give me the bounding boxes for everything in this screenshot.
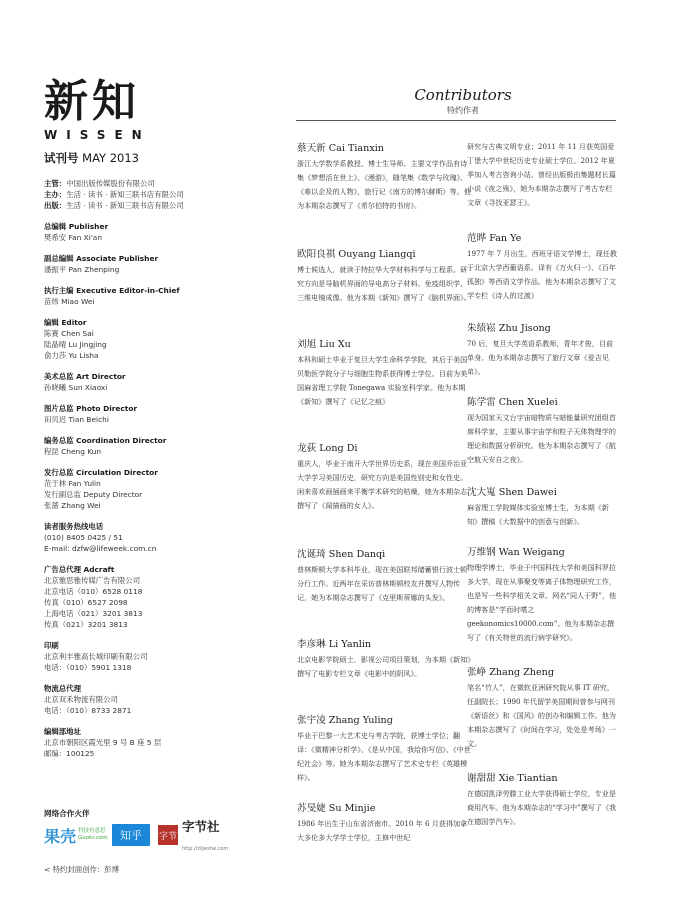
contributor-bio: 现为国家天文台宇宙暗物质与暗能量研究团组首席科学家，主要从事宇宙学和粒子天体物理学的理论和数据分析研究。他为本期杂志撰写了《航空航天安自之夜》。 <box>467 413 616 464</box>
contributor-entry <box>297 548 473 605</box>
info-group-line: 张蔷 Zhang Wei <box>44 501 101 510</box>
logo-chinese: 新知 <box>44 76 140 127</box>
info-group-line: 传真（010）6527 2098 <box>44 598 128 607</box>
contributors-subtitle: 特约作者 <box>447 106 479 115</box>
zijieshe-mark-icon: 字节 <box>158 825 178 845</box>
contributor-name-pinyin: Long Di <box>319 443 358 454</box>
contributor-name <box>297 714 473 727</box>
guokr-url: Guokr.com <box>78 835 108 841</box>
zhihu-logo[interactable]: 知乎 <box>112 824 150 846</box>
info-group-title: 总编辑 Publisher <box>44 222 109 231</box>
contributor-name <box>467 546 617 559</box>
contributor-name-cn: 朱绩崧 <box>467 323 496 334</box>
contributor-name-cn: 沈诞琦 <box>297 549 326 560</box>
issue-date: MAY 2013 <box>82 151 139 165</box>
info-group-title: 广告总代理 Adcraft <box>44 565 115 574</box>
contributor-entry <box>467 396 617 467</box>
contributor-entry <box>297 142 473 213</box>
contributor-entry <box>467 232 617 303</box>
contributor-entry <box>297 338 473 409</box>
info-group-line: 上海电话（021）3201 3813 <box>44 609 143 618</box>
contributor-bio: 麻省理工学院媒体实验室博士生，为本期《新知》撰稿《大数据中的创意与创新》。 <box>467 503 609 526</box>
guokr-logo[interactable] <box>44 824 108 846</box>
logo-english: WISSEN <box>44 128 151 142</box>
contributors-title: Contributors <box>414 86 512 104</box>
contributor-name <box>297 338 473 351</box>
info-groups <box>44 221 234 759</box>
zijieshe-text <box>182 816 228 854</box>
sponsor-value: 生活 · 读书 · 新知三联书店有限公司 <box>66 190 184 199</box>
contributor-entry <box>297 638 473 681</box>
contributor-entry <box>467 772 617 829</box>
info-group <box>44 467 234 511</box>
info-group-title: 编务总监 Coordination Director <box>44 436 167 445</box>
contributor-bio: 博士候选人，就读于特拉华大学材料科学与工程系。研究方向是导脑机界面的导电高分子材料、免疫组织学、三维电镜成像。他为本期《新知》撰写了《脑机界面》。 <box>297 265 471 302</box>
contributor-name-pinyin: Liu Xu <box>319 339 351 350</box>
contributor-entry <box>467 140 617 210</box>
publication-info <box>44 178 234 769</box>
contributor-bio: 重庆人，毕业于南开大学世界历史系，现在美国乔治亚大学学习美国历史，研究方向是美国性别史和女性史。闲来喜欢画插画来平衡学术研究的枯燥，她为本期杂志撰写了《闻描画的女人》。 <box>297 459 468 510</box>
contributor-bio: 笔名“竹人”，在微软亚洲研究院从事 IT 研究，任副院长；1990 年代留学美国期间曾参与网刊《新语丝》和《国风》的创办和编辑工作。他为本期杂志撰写了《时间在学习，处处是考场》一文。 <box>467 683 616 748</box>
contributor-bio: 普林斯顿大学本科毕业，现在美国联邦储蓄银行波士顿分行工作。近两年在采访普林斯顿校友并撰写人物传记，她为本期杂志撰写了《克里斯蒂娜的头发》。 <box>297 565 468 602</box>
info-group-line: 程昆 Cheng Kun <box>44 447 102 456</box>
contributor-bio: 浙江大学数学系教授、博士生导师。主要文学作品有诗集《梦想活在世上》、《漫游》，随笔集《数学与玫瑰》、《难以企及的人物》，旅行记《南方的博尔赫斯》等。他为本期杂志撰写了《希尔伯特的书房》。 <box>297 159 471 210</box>
info-group-title: 副总编辑 Associate Publisher <box>44 254 159 263</box>
info-group-line: 潘振平 Pan Zhenping <box>44 265 120 274</box>
info-group-title: 发行总监 Circulation Director <box>44 468 158 477</box>
cover-credit: < 特约封面创作：彭博 <box>44 865 120 874</box>
contributor-name-pinyin: Su Minjie <box>328 803 376 814</box>
contributor-bio: 70 后，复旦大学英语系教师，青年才俊，目前单身。他为本期杂志撰写了旅行文章《爱吉见弟》。 <box>467 339 614 376</box>
info-group-line: 俞力莎 Yu Lisha <box>44 351 99 360</box>
info-group-line: 邮编：100125 <box>44 749 95 758</box>
zijieshe-url: http://zijieshe.com <box>182 846 229 852</box>
contributor-name <box>467 232 617 245</box>
issue-line <box>44 150 234 166</box>
info-group-line: 北京雅思雅传媒广告有限公司 <box>44 576 141 585</box>
contributor-bio: 北京电影学院硕士，影视公司项目策划，为本期《新知》撰写了电影专栏文章《电影中的阴风》。 <box>297 655 471 678</box>
info-group-title: 读者服务热线电话 <box>44 522 104 531</box>
guokr-slogan: 科技有意思 <box>78 828 106 834</box>
info-group-line: 北京市朝阳区霞光里 9 号 B 座 5 层 <box>44 738 162 747</box>
info-group-line: 苗炜 Miao Wei <box>44 297 95 306</box>
contributor-name-cn: 龙荻 <box>297 443 317 454</box>
contributor-name-pinyin: Fan Ye <box>489 233 522 244</box>
contributor-name <box>297 638 473 651</box>
sponsor-row <box>44 178 234 189</box>
info-group-line: 范于林 Fan Yulin <box>44 479 101 488</box>
zijieshe-name: 字节社 <box>182 819 220 834</box>
contributor-name-pinyin: Chen Xuelei <box>498 397 558 408</box>
info-group-title: 编辑部地址 <box>44 727 81 736</box>
info-group <box>44 253 234 275</box>
contributor-name <box>297 548 473 561</box>
contributor-name <box>467 666 617 679</box>
contributor-entry <box>467 546 617 645</box>
info-group-title: 美术总监 Art Director <box>44 372 126 381</box>
info-group-line: 北京电话（010）6528 0118 <box>44 587 143 596</box>
contributor-name-cn: 李彦琳 <box>297 639 326 650</box>
contributor-bio: 研究与古典文明专业；2011 年 11 月获英国爱丁堡大学中世纪历史专业硕士学位。2012 年夏季加入考古咨询小站。曾经出版极由集题材长篇小说《夜之殇》，她为本期杂志撰写了考古专栏文章《寻找亚瑟王》。 <box>467 142 616 207</box>
contributor-bio: 1986 年出生于山东省济南市。2010 年 6 月获得加拿大多伦多大学学士学位，主修中世纪 <box>297 819 468 842</box>
sponsor-value: 中国出版传媒股份有限公司 <box>66 179 155 188</box>
info-group <box>44 403 234 425</box>
info-group-line: 陈赛 Chen Sai <box>44 329 94 338</box>
contributor-name <box>467 322 617 335</box>
partners-title: 网络合作火伴 <box>44 809 90 818</box>
info-group-title: 图片总监 Photo Director <box>44 404 138 413</box>
header-rule <box>296 120 616 121</box>
contributor-name-cn: 刘旭 <box>297 339 317 350</box>
contributor-name-pinyin: Wan Weigang <box>498 547 565 558</box>
guokr-name: 果壳 <box>44 826 77 846</box>
contributor-name-pinyin: Zhang Yuling <box>328 715 393 726</box>
contributor-name-cn: 张峥 <box>467 667 487 678</box>
contributor-name-cn: 谢甜甜 <box>467 773 496 784</box>
contributor-entry <box>467 666 617 751</box>
info-group-line: (010) 8405 0425 / 51 <box>44 533 123 542</box>
contributor-name-cn: 沈大嵬 <box>467 487 496 498</box>
sponsor-label: 主管： <box>44 179 67 188</box>
info-group <box>44 221 234 243</box>
info-group-line: 樊希安 Fan Xi'an <box>44 233 103 242</box>
contributor-name-pinyin: Cai Tianxin <box>328 143 384 154</box>
sponsor-row <box>44 200 234 211</box>
contributor-name-cn: 蔡天新 <box>297 143 326 154</box>
contributor-name-pinyin: Shen Danqi <box>328 549 386 560</box>
contributor-name-pinyin: Shen Dawei <box>498 487 557 498</box>
contributor-name <box>467 772 617 785</box>
info-group-line: 田贝迟 Tian Beichi <box>44 415 109 424</box>
contributor-name <box>467 486 617 499</box>
info-group-title: 执行主编 Executive Editor-in-Chief <box>44 286 180 295</box>
zijieshe-logo[interactable] <box>158 819 229 852</box>
contributor-name-cn: 欧阳良祺 <box>297 249 336 260</box>
contributor-entry <box>297 802 473 845</box>
info-group-line: 电话：（010）5901 1318 <box>44 663 132 672</box>
info-group <box>44 521 234 554</box>
contributor-name <box>297 802 473 815</box>
contributor-name <box>297 442 473 455</box>
contributor-name-cn: 张宇凌 <box>297 715 326 726</box>
contributor-name-pinyin: Xie Tiantian <box>498 773 558 784</box>
sponsor-row <box>44 189 234 200</box>
contributor-name-pinyin: Ouyang Liangqi <box>338 249 416 260</box>
contributor-name-pinyin: Li Yanlin <box>328 639 372 650</box>
contributor-bio: 物理学博士，毕业于中国科技大学和美国科罗拉多大学，现在从事聚变等离子体物理研究工作，也是写一些科学相关文章。网名“同人于野”，他的博客是“学而时嗜之 geekonomics10000.com”。他为本期杂志撰写了《有关特世的流行病学研究》。 <box>467 563 617 642</box>
info-group-line: 孙晓曦 Sun Xiaoxi <box>44 383 108 392</box>
partner-logos <box>44 819 264 852</box>
info-group <box>44 564 234 630</box>
info-group-line: 北京利丰雅高长城印刷有限公司 <box>44 652 148 661</box>
info-group-line: 发行副总监 Deputy Director <box>44 490 143 499</box>
contributor-name <box>297 142 473 155</box>
info-group-title: 物流总代理 <box>44 684 81 693</box>
contributor-name-cn: 陈学雷 <box>467 397 496 408</box>
info-group-line: 电话：（010）8733 2871 <box>44 706 132 715</box>
masthead <box>44 78 234 166</box>
info-group <box>44 317 234 361</box>
contributor-bio: 毕业于巴黎一大艺术史与考古学院，获博士学位；翻译：《微精神分析学》、《是从中国，我给你写信》、《中世纪社会》等。她为本期杂志撰写了艺术史专栏《英雄模样》。 <box>297 731 471 782</box>
contributor-entry <box>467 322 617 379</box>
sponsor-value: 生活 · 读书 · 新知三联书店有限公司 <box>66 201 184 210</box>
contributor-bio: 1977 年 7 月出生，西班牙语文学博士，现任教于北京大学西葡语系。译有《万火归一》、《百年孤独》等西语文学作品。他为本期杂志撰写了文学专栏《诗人的过渡》 <box>467 249 617 300</box>
info-group <box>44 285 234 307</box>
contributor-name-cn: 万维钢 <box>467 547 496 558</box>
sponsor-label: 主办： <box>44 190 67 199</box>
guokr-sub <box>78 828 108 842</box>
contributor-name <box>297 248 473 261</box>
info-group <box>44 371 234 393</box>
contributor-entry <box>297 714 473 785</box>
sponsor-block <box>44 178 234 211</box>
info-group-line: E-mail: dzfw@lifeweek.com.cn <box>44 544 157 553</box>
contributor-name-pinyin: Zhu Jisong <box>498 323 551 334</box>
contributor-bio: 本科和硕士毕业于复旦大学生命科学学院，其后于美国贝勒医学院分子与细胞生物系获得博士学位。目前为美国麻省理工学院 Tonegawa 实验室科学家。他为本期《新知》撰写了《记忆之痕》 <box>297 355 468 406</box>
contributor-name <box>467 396 617 409</box>
contributor-bio: 在德国凯泽劳滕工业大学获得硕士学位，专业是商用汽车。他为本期杂志的“学习中”撰写了《我在德国学汽车》。 <box>467 789 617 826</box>
info-group-line: 传真（021）3201 3813 <box>44 620 128 629</box>
sponsor-label: 出版： <box>44 201 67 210</box>
info-group-title: 印刷 <box>44 641 59 650</box>
info-group-title: 编辑 Editor <box>44 318 87 327</box>
contributor-entry <box>467 486 617 529</box>
info-group <box>44 435 234 457</box>
contributor-name-cn: 范晔 <box>467 233 487 244</box>
info-group-line: 北京双禾物流有限公司 <box>44 695 118 704</box>
info-group-line: 陆晶晴 Lu Jingjing <box>44 340 107 349</box>
contributor-entry <box>297 248 473 305</box>
issue-label: 试刊号 <box>44 151 79 165</box>
contributor-name-pinyin: Zhang Zheng <box>489 667 554 678</box>
contributor-name-cn: 苏旻婕 <box>297 803 326 814</box>
contributor-entry <box>297 442 473 513</box>
info-group <box>44 683 234 716</box>
info-group <box>44 726 234 759</box>
info-group <box>44 640 234 673</box>
